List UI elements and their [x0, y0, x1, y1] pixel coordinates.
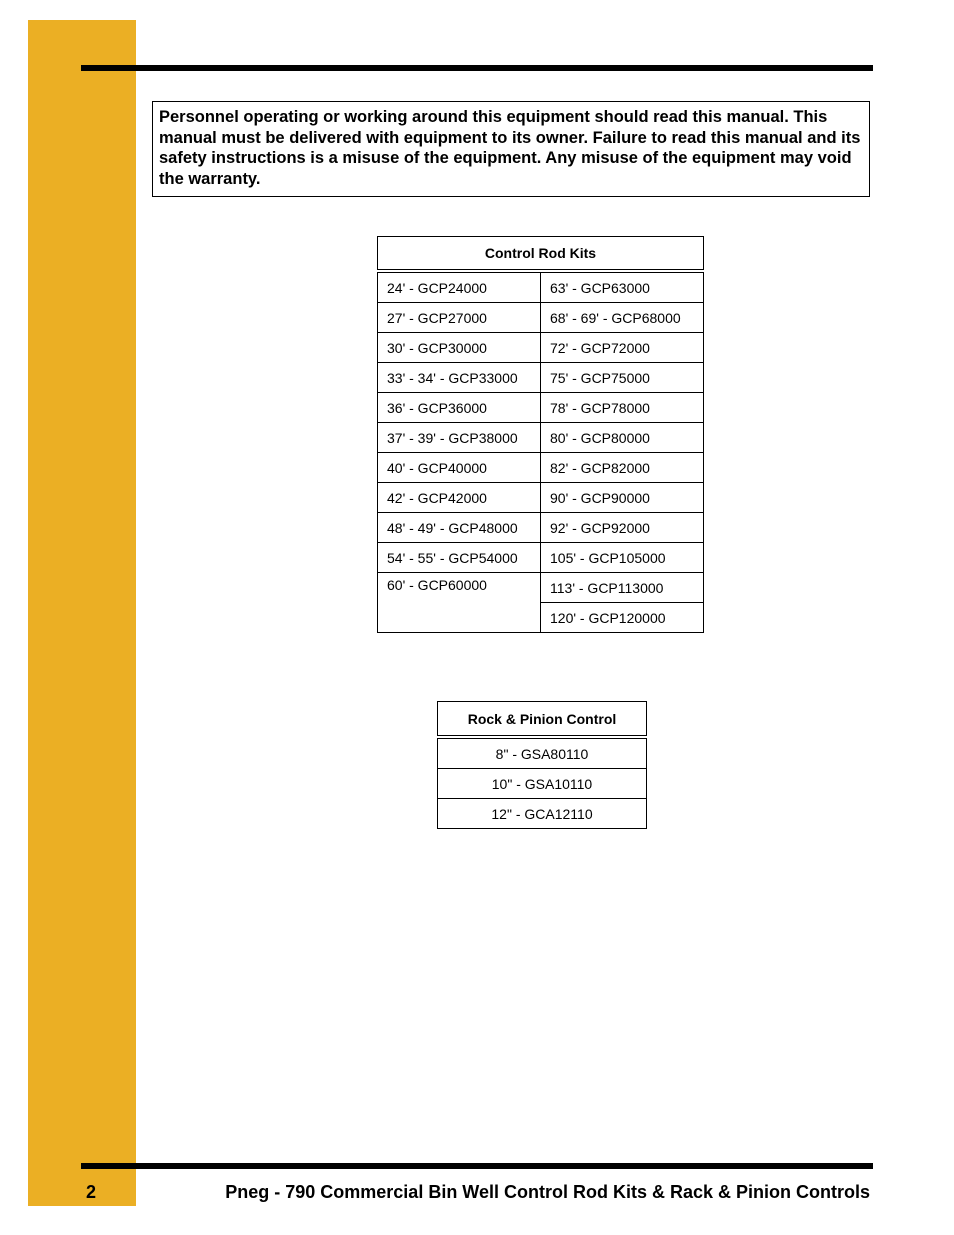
side-color-band — [28, 20, 136, 1206]
table-cell: 42' - GCP42000 — [378, 483, 541, 513]
table-row — [378, 453, 704, 483]
table-row — [378, 333, 704, 363]
table-cell: 82' - GCP82000 — [541, 453, 704, 483]
table-cell: 48' - 49' - GCP48000 — [378, 513, 541, 543]
table-row — [378, 543, 704, 573]
footer-rule — [81, 1163, 873, 1169]
table-cell: 30' - GCP30000 — [378, 333, 541, 363]
table-cell: 36' - GCP36000 — [378, 393, 541, 423]
table-cell: 75' - GCP75000 — [541, 363, 704, 393]
page-number: 2 — [86, 1182, 97, 1202]
footer-title: Pneg - 790 Commercial Bin Well Control Rod Kits & Rack & Pinion Controls — [225, 1182, 870, 1202]
table-cell: 113' - GCP113000 — [541, 573, 704, 603]
table-cell: 10" - GSA10110 — [438, 769, 647, 799]
table-row — [438, 769, 647, 799]
table-row — [438, 737, 647, 769]
safety-notice: Personnel operating or working around this equipment should read this manual. This manual must be delivered with equipment to its owner. Failure to read this manual and its safety instructions is a misuse of the equipment. Any misuse of the equipment may void the warranty. — [152, 101, 870, 197]
table-cell: 120' - GCP120000 — [541, 603, 704, 633]
table-cell: 105' - GCP105000 — [541, 543, 704, 573]
table-cell: 78' - GCP78000 — [541, 393, 704, 423]
table-row — [378, 573, 704, 603]
table-row — [378, 303, 704, 333]
table-row — [378, 393, 704, 423]
table-cell: 8" - GSA80110 — [438, 737, 647, 769]
table-row — [378, 363, 704, 393]
table-cell: 68' - 69' - GCP68000 — [541, 303, 704, 333]
rack-pinion-table — [437, 701, 647, 829]
table-row — [378, 271, 704, 303]
table-cell: 80' - GCP80000 — [541, 423, 704, 453]
table-cell: 12" - GCA12110 — [438, 799, 647, 829]
table-cell: 24' - GCP24000 — [378, 271, 541, 303]
table-row — [438, 799, 647, 829]
header-rule — [81, 65, 873, 71]
control-rod-kits-title: Control Rod Kits — [378, 237, 704, 272]
table-cell: 72' - GCP72000 — [541, 333, 704, 363]
control-rod-kits-table — [377, 236, 704, 633]
table-row — [378, 483, 704, 513]
table-cell: 33' - 34' - GCP33000 — [378, 363, 541, 393]
table-cell: 27' - GCP27000 — [378, 303, 541, 333]
table-cell: 63' - GCP63000 — [541, 271, 704, 303]
table-cell: 54' - 55' - GCP54000 — [378, 543, 541, 573]
table-cell: 90' - GCP90000 — [541, 483, 704, 513]
table-row — [378, 423, 704, 453]
table-cell: 40' - GCP40000 — [378, 453, 541, 483]
rack-pinion-title: Rock & Pinion Control — [438, 702, 647, 738]
table-cell: 60' - GCP60000 — [378, 573, 541, 633]
table-row — [378, 513, 704, 543]
table-cell: 37' - 39' - GCP38000 — [378, 423, 541, 453]
table-cell: 92' - GCP92000 — [541, 513, 704, 543]
